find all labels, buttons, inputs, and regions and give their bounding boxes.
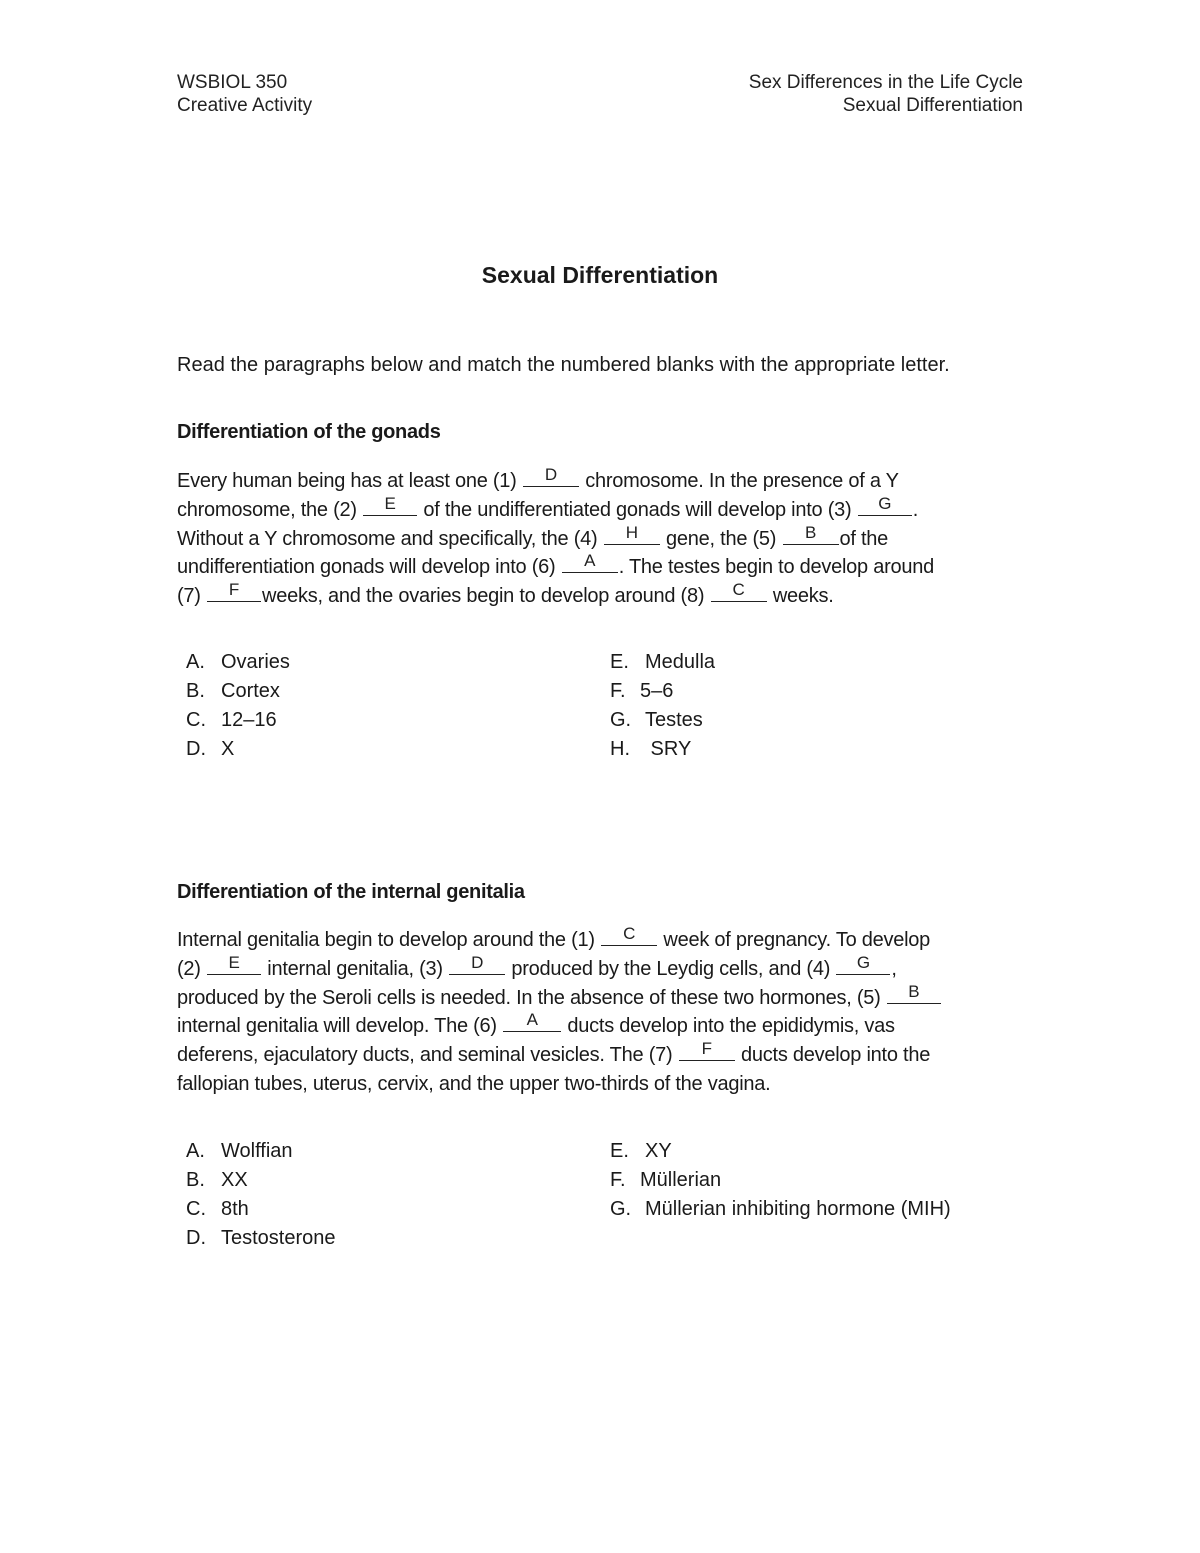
option-letter: E.	[610, 651, 629, 673]
topic-title: Sexual Differentiation	[842, 95, 1023, 116]
text-segment: ducts develop into the	[735, 1044, 931, 1067]
answer-7: F	[228, 580, 240, 600]
answer-4: G	[856, 952, 870, 972]
option-text: Medulla	[645, 651, 716, 673]
option-text: Testosterone	[221, 1227, 336, 1249]
answer-5: B	[804, 522, 817, 542]
text-segment: ,	[891, 957, 897, 980]
text-segment: of the	[839, 527, 889, 550]
option-c	[186, 1195, 249, 1224]
option-b	[186, 677, 280, 706]
option-letter: H.	[610, 738, 630, 760]
section2-line-1	[177, 926, 1027, 955]
blank-4	[836, 952, 890, 975]
option-letter: F.	[610, 1169, 626, 1191]
answer-8: C	[732, 580, 745, 600]
option-letter: B.	[186, 680, 205, 702]
answer-2: E	[384, 493, 396, 513]
text-segment: Every human being has at least one (1)	[177, 470, 522, 492]
blank-5	[887, 981, 941, 1004]
text-segment: weeks.	[767, 585, 834, 608]
header-left	[177, 71, 312, 117]
option-c	[186, 706, 277, 735]
option-letter: F.	[610, 680, 626, 702]
blank-6	[503, 1012, 561, 1032]
option-d	[186, 1224, 336, 1253]
option-text: XX	[221, 1169, 248, 1191]
text-segment: Without a Y chromosome and specifically, the (4)	[177, 527, 603, 550]
option-a	[186, 648, 290, 677]
text-segment: of the undifferentiated gonads will develop into (3)	[418, 498, 857, 521]
text-segment: produced by the Seroli cells is needed. In the absence of these two hormones, (5)	[177, 986, 886, 1009]
blank-6	[562, 553, 618, 573]
option-letter: D.	[186, 738, 206, 760]
text-segment: (2)	[177, 957, 206, 980]
option-a	[186, 1137, 293, 1166]
text-segment: fallopian tubes, uterus, cervix, and the upper two-thirds of the vagina.	[177, 1072, 771, 1095]
section2-line-3	[177, 981, 1027, 1013]
option-text: SRY	[645, 738, 692, 760]
answer-3: D	[471, 952, 484, 972]
header-right	[749, 71, 1023, 117]
option-letter: G.	[610, 709, 632, 731]
option-letter: A.	[186, 651, 205, 673]
section2-heading: Differentiation of the internal genitalia	[177, 881, 525, 903]
option-letter: G.	[610, 1198, 632, 1220]
option-text: Wolffian	[221, 1140, 293, 1162]
section2-paragraph	[177, 926, 1027, 1099]
text-segment: gene, the (5)	[660, 527, 782, 550]
answer-2: E	[228, 952, 240, 972]
option-b	[186, 1166, 248, 1195]
section1-paragraph	[177, 467, 1027, 611]
answer-3: G	[878, 493, 892, 513]
option-h	[610, 735, 691, 764]
blank-3	[858, 493, 912, 516]
section1-line-2	[177, 493, 1027, 525]
blank-2	[207, 952, 261, 975]
answer-6: A	[584, 551, 596, 571]
option-text: 12–16	[221, 709, 277, 731]
option-text: 5–6	[640, 680, 674, 702]
option-text: 8th	[221, 1198, 249, 1220]
answer-5: B	[908, 981, 920, 1001]
text-segment: internal genitalia, (3)	[262, 957, 449, 980]
option-e	[610, 1137, 672, 1166]
option-text: Testes	[645, 709, 703, 731]
option-g	[610, 706, 703, 735]
option-letter: C.	[186, 709, 206, 731]
option-f	[610, 677, 673, 706]
text-segment: internal genitalia will develop. The (6)	[177, 1015, 503, 1038]
text-segment: deferens, ejaculatory ducts, and seminal vesicles. The (7)	[177, 1044, 678, 1067]
blank-5	[783, 522, 839, 545]
option-f	[610, 1166, 721, 1195]
text-segment: week of pregnancy. To develop	[658, 929, 931, 951]
text-segment: ducts develop into the epididymis, vas	[562, 1015, 895, 1038]
activity-type: Creative Activity	[177, 95, 313, 116]
section1-line-5	[177, 582, 1027, 611]
text-segment: chromosome, the (2)	[177, 498, 363, 521]
text-segment: Internal genitalia begin to develop around the (1)	[177, 929, 601, 951]
blank-7	[207, 582, 261, 602]
option-letter: E.	[610, 1140, 629, 1162]
section2-line-6	[177, 1070, 1027, 1099]
section1-heading: Differentiation of the gonads	[177, 421, 441, 443]
text-segment: chromosome. In the presence of a Y	[579, 470, 899, 492]
option-letter: B.	[186, 1169, 205, 1191]
answer-1: C	[623, 924, 636, 943]
text-segment: weeks, and the ovaries begin to develop around (8)	[262, 585, 710, 608]
option-letter: A.	[186, 1140, 205, 1162]
text-segment: . The testes begin to develop around	[618, 556, 935, 579]
text-segment: (7)	[177, 585, 206, 608]
blank-8	[711, 582, 767, 602]
answer-4: H	[625, 522, 638, 542]
answer-7: F	[701, 1039, 712, 1059]
option-text: Müllerian	[640, 1169, 722, 1191]
option-letter: D.	[186, 1227, 206, 1249]
answer-1: D	[544, 465, 557, 484]
blank-4	[604, 522, 660, 545]
blank-2	[363, 493, 417, 516]
course-code: WSBIOL 350	[177, 72, 288, 93]
blank-3	[449, 952, 505, 975]
section2-line-4	[177, 1012, 1027, 1041]
option-text: Cortex	[221, 680, 280, 702]
option-text: Müllerian inhibiting hormone (MIH)	[645, 1198, 951, 1220]
option-e	[610, 648, 715, 677]
text-segment: produced by the Leydig cells, and (4)	[506, 957, 836, 980]
option-d	[186, 735, 234, 764]
blank-1	[601, 926, 657, 946]
option-letter: C.	[186, 1198, 206, 1220]
text-segment: undifferentiation gonads will develop into (6)	[177, 556, 561, 579]
course-title: Sex Differences in the Life Cycle	[748, 72, 1023, 93]
page-title: Sexual Differentiation	[481, 262, 719, 288]
section2-line-5	[177, 1041, 1027, 1070]
option-text: XY	[645, 1140, 672, 1162]
text-segment: .	[912, 498, 919, 521]
instructions: Read the paragraphs below and match the numbered blanks with the appropriate letter.	[177, 354, 950, 376]
option-text: Ovaries	[221, 651, 290, 673]
option-g	[610, 1195, 951, 1224]
blank-7	[679, 1041, 735, 1061]
blank-1	[523, 467, 579, 487]
option-text: X	[221, 738, 235, 760]
answer-6: A	[526, 1010, 538, 1030]
section1-line-4	[177, 553, 1027, 582]
